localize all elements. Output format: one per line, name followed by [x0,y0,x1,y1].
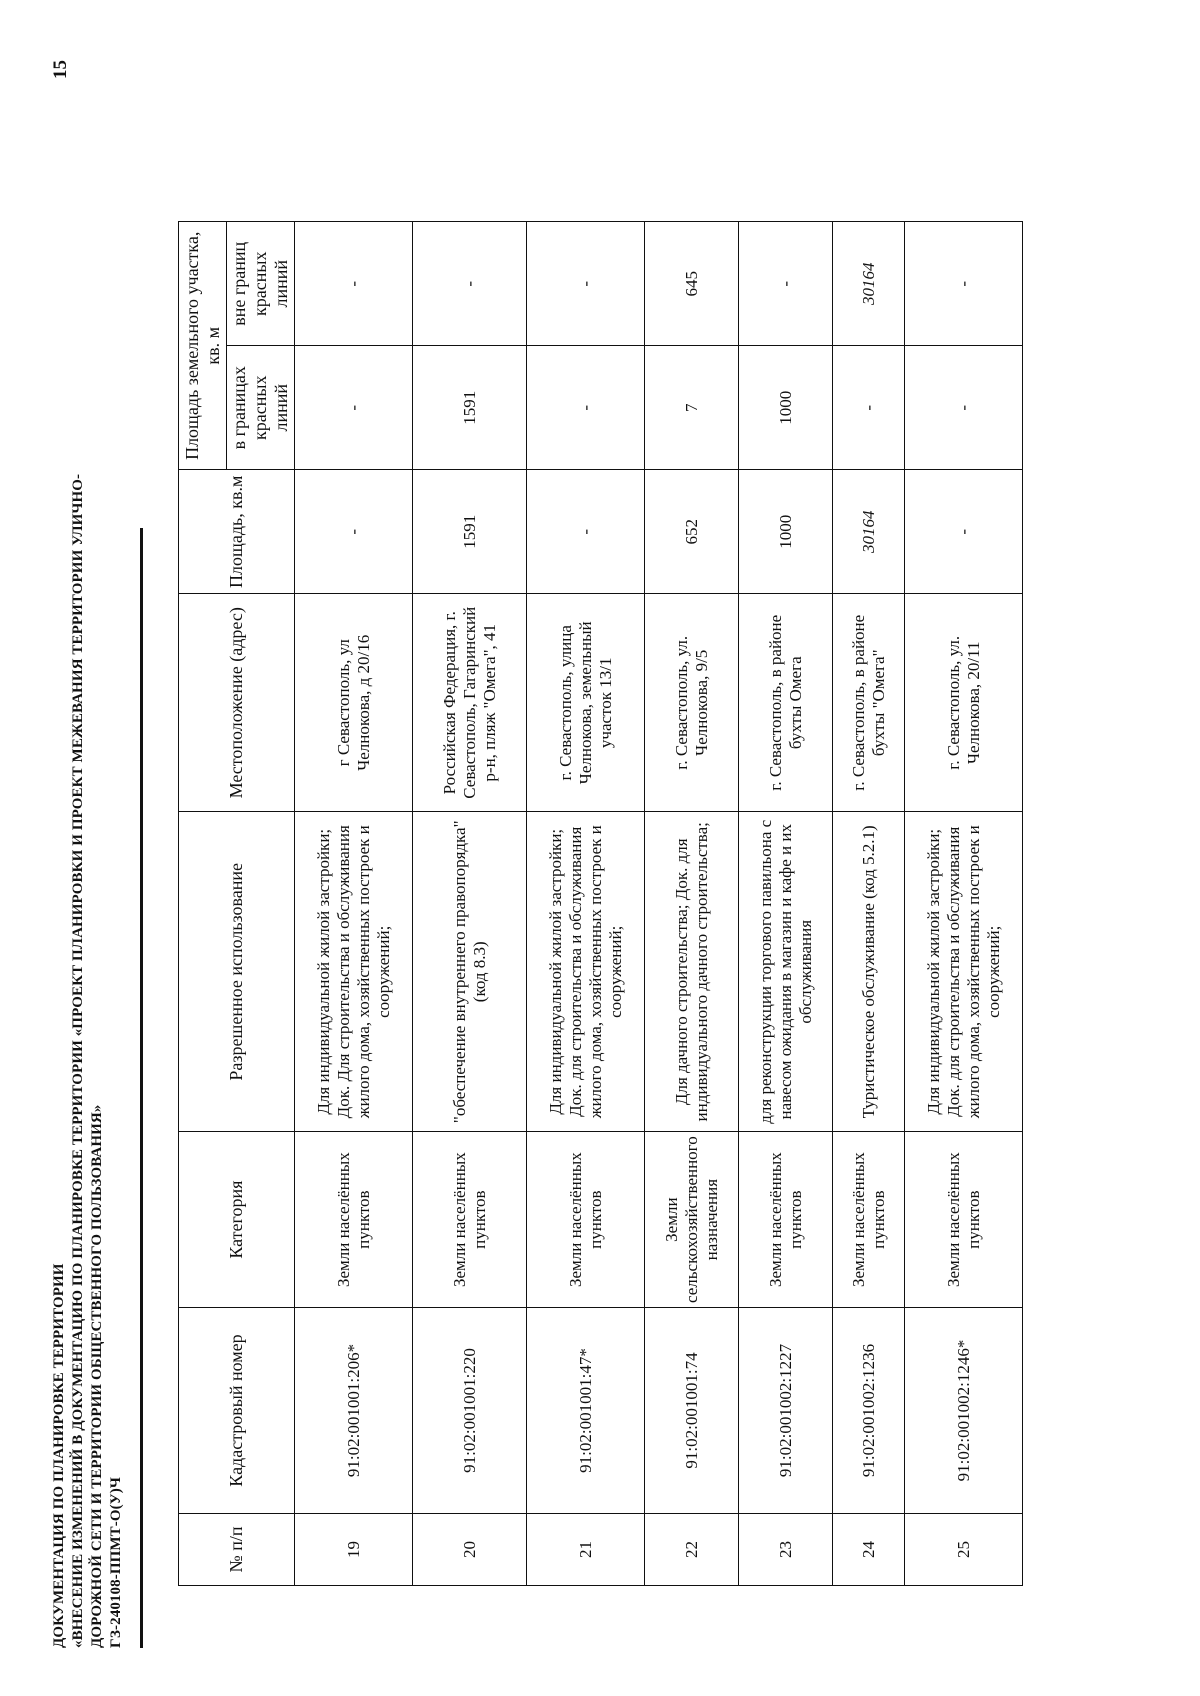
row-usage: Для индивидуальной жилой застройки; Док. для строительства и обслуживания жилого дома, хозяйственных построек и сооружений; [905,812,1023,1132]
row-inside: 1591 [413,346,527,470]
page-number: 15 [50,60,71,79]
header-cadastral: Кадастровый номер [179,1308,295,1514]
row-inside: - [905,346,1023,470]
table-row [905,222,1023,1586]
row-cadastral: 91:02:001002:1236 [833,1308,905,1514]
row-inside: 7 [645,346,739,470]
row-category: Земли населённых пунктов [413,1132,527,1308]
row-outside: - [295,222,413,346]
row-num: 23 [739,1514,833,1586]
header-line-2: «ВНЕСЕНИЕ ИЗМЕНЕНИЙ В ДОКУМЕНТАЦИЮ ПО ПЛАНИРОВКЕ ТЕРРИТОРИИ «ПРОЕКТ ПЛАНИРОВКИ И ПРОЕКТ МЕЖЕВАНИЯ ТЕРРИТОРИИ УЛИЧНО- [70,473,86,1648]
row-area: - [527,470,645,594]
row-category: Земли населённых пунктов [295,1132,413,1308]
row-outside: - [527,222,645,346]
row-area: 652 [645,470,739,594]
row-num: 22 [645,1514,739,1586]
header-line-4: ГЗ-240108-ППМТ-О(У)Ч [108,1477,124,1648]
row-usage: для реконструкции торгового павильона с навесом ожидания в магазин и кафе и их обслуживания [739,812,833,1132]
header-line-1: ДОКУМЕНТАЦИЯ ПО ПЛАНИРОВКЕ ТЕРРИТОРИИ [51,1263,67,1648]
row-outside: - [905,222,1023,346]
table-row [527,222,645,1586]
table-row [413,222,527,1586]
row-cadastral: 91:02:001001:206* [295,1308,413,1514]
row-inside: - [833,346,905,470]
row-cadastral: 91:02:001001:74 [645,1308,739,1514]
row-inside: - [295,346,413,470]
row-area: 1000 [739,470,833,594]
header-rule [140,528,143,1648]
row-area: - [295,470,413,594]
row-usage: "обеспечение внутреннего правопорядка"(код 8.3) [413,812,527,1132]
row-location: г. Севастополь, в районе бухты "Омега" [833,594,905,812]
row-area: 30164 [833,470,905,594]
row-location: г. Севастополь, ул. Челнокова, 9/5 [645,594,739,812]
header-land-area: Площадь земельного участка, кв. м [179,222,227,470]
row-usage: Туристическое обслуживание (код 5.2.1) [833,812,905,1132]
header-line-3: ДОРОЖНОЙ СЕТИ И ТЕРРИТОРИИ ОБЩЕСТВЕННОГО ПОЛЬЗОВАНИЯ» [89,1104,105,1648]
row-category: Земли населённых пунктов [833,1132,905,1308]
row-inside: 1000 [739,346,833,470]
row-category: Земли населённых пунктов [739,1132,833,1308]
row-outside: 30164 [833,222,905,346]
row-num: 20 [413,1514,527,1586]
row-cadastral: 91:02:001002:1246* [905,1308,1023,1514]
row-outside: - [739,222,833,346]
row-location: г. Севастополь, улица Челнокова, земельный участок 13/1 [527,594,645,812]
row-usage: Для индивидуальной жилой застройки; Док. для строительства и обслуживания жилого дома, хозяйственных построек и сооружений; [527,812,645,1132]
row-area: 1591 [413,470,527,594]
table-row [645,222,739,1586]
header-category: Категория [179,1132,295,1308]
header-usage: Разрешенное использование [179,812,295,1132]
row-usage: Для дачного строительства; Док. для индивидуального дачного строительства; [645,812,739,1132]
row-usage: Для индивидуальной жилой застройки; Док. Для строительства и обслуживания жилого дома, хозяйственных построек и сооружений; [295,812,413,1132]
table-row [739,222,833,1586]
row-category: Земли населённых пунктов [527,1132,645,1308]
row-location: г. Севастополь, ул. Челнокова, 20/11 [905,594,1023,812]
row-cadastral: 91:02:001001:47* [527,1308,645,1514]
header-outside: вне границ красных линий [227,222,295,346]
row-category: Земли сельскохозяйственного назначения [645,1132,739,1308]
table-row [295,222,413,1586]
row-cadastral: 91:02:001001:220 [413,1308,527,1514]
row-location: г. Севастополь, в районе бухты Омега [739,594,833,812]
row-location: г Севастополь, ул Челнокова, д 20/16 [295,594,413,812]
table-row [833,222,905,1586]
row-num: 19 [295,1514,413,1586]
land-plots-table [178,221,1023,1586]
row-location: Российская Федерация, г. Севастополь, Гагаринский р-н, пляж "Омега", 41 [413,594,527,812]
header-area: Площадь, кв.м [179,470,295,594]
row-outside: - [413,222,527,346]
row-area: - [905,470,1023,594]
row-num: 25 [905,1514,1023,1586]
header-num: № п/п [179,1514,295,1586]
document-header [50,348,126,1648]
row-category: Земли населённых пунктов [905,1132,1023,1308]
row-num: 24 [833,1514,905,1586]
row-num: 21 [527,1514,645,1586]
row-cadastral: 91:02:001002:1227 [739,1308,833,1514]
row-inside: - [527,346,645,470]
row-outside: 645 [645,222,739,346]
header-location: Местоположение (адрес) [179,594,295,812]
header-inside: в границах красных линий [227,346,295,470]
